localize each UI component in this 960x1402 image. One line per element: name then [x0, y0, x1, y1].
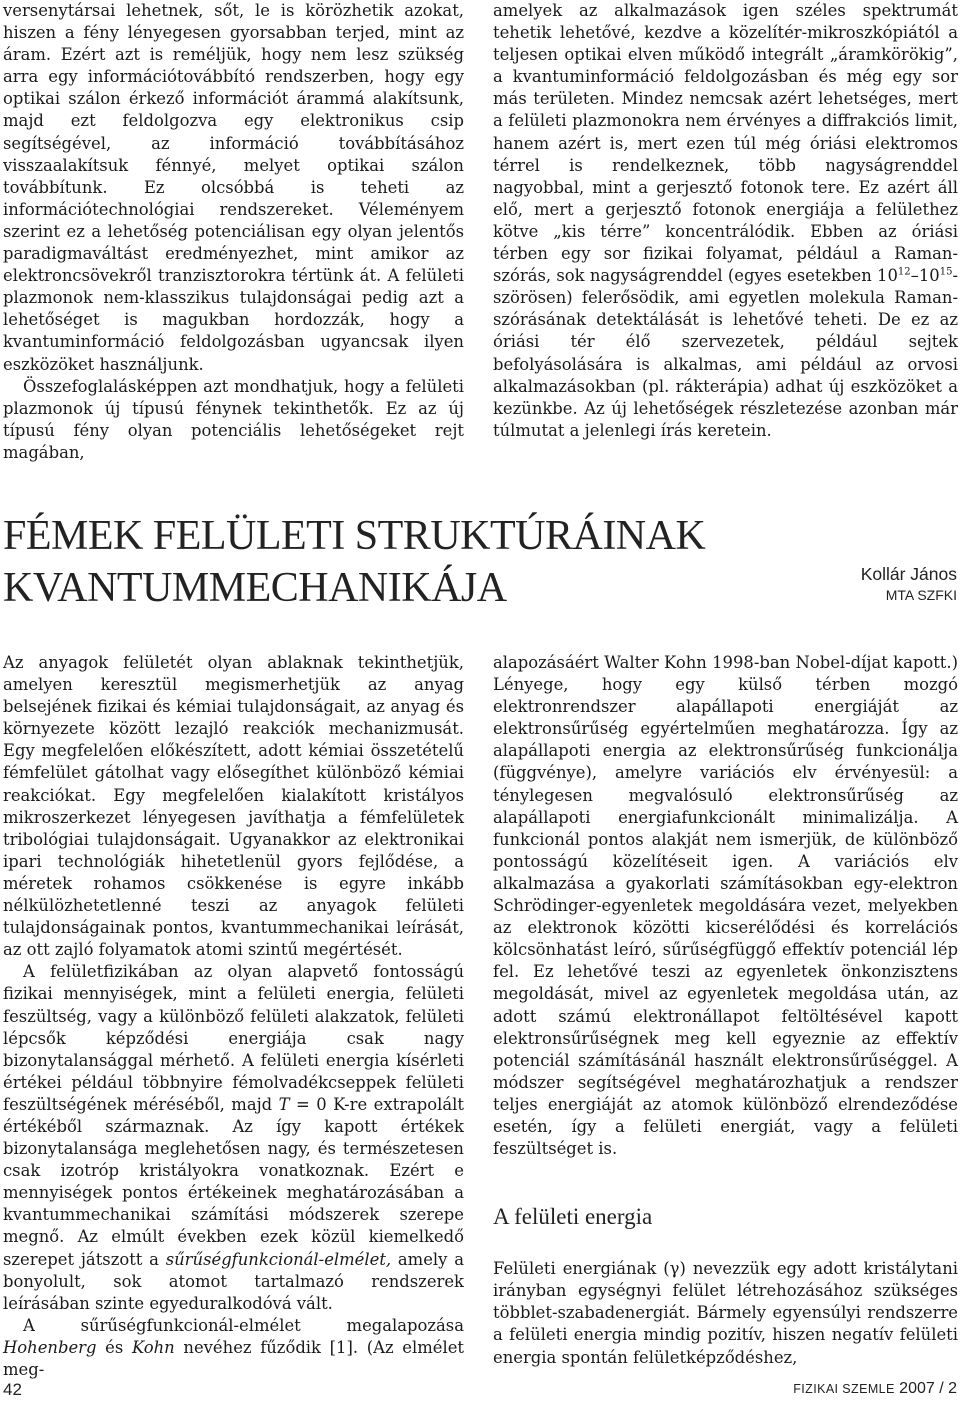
text-run: nevéhez fűződik [1]. (Az elmélet meg- [3, 1337, 464, 1379]
body-paragraph [493, 0, 958, 442]
author-name: Kollár János [860, 564, 957, 584]
variable-symbol: T [278, 1094, 290, 1114]
body-paragraph: alapozásáért Walter Kohn 1998-ban Nobel-díjat kapott.) Lényege, hogy egy külső térben mozgó elektronrendszer alapállapoti energiáját az elektronsűrűség egyértelműen meghatározza. Így az alapállapoti energia az elektronsűrűség funkcionálja (függvénye), amelyre variációs elv érvényesül: a ténylegesen megvalósuló elektronsűrűség az alapállapoti energiafunkcionált minimalizálja. A funkcionál pontos alakját nem ismerjük, de különböző pontosságú közelítéseit igen. A variációs elv alkalmazása a gyakorlati számításokban egy-elektron Schrödinger-egyenletek megoldására vezet, melyekben az elektronok közötti kicserélődési és korrelációs kölcsönhatást leíró, sűrűségfüggő effektív potenciál lép fel. Ez lehetővé teszi az egyenletek önkonzisztens megoldását, mivel az egyenletek megoldása után, az adott számú elektronállapot feltöltésével kapott elektronsűrűségnek meg kell egyeznie az effektív potenciál számításánál használt elektronsűrűséggel. A módszer segítségével meghatározhatjuk a rendszer teljes energiáját az atomok különböző elrendeződése esetén, így a felületi energiát, vagy a felületi feszültséget is. [493, 653, 958, 1159]
section-heading: A felületi energia [493, 1204, 653, 1230]
text-run: -szörösen) felerősödik, ami egyetlen molekula Raman-szórásának detektálását is lehetővé teheti. De ez az óriási tér élő szervezetek, például sejtek befolyásolására is alkalmas, ami például az orvosi alkalmazásokban (pl. rákterápia) adhat új eszközöket a kezünkbe. Az új lehetőségek részletezése azonban már túlmutat a jelenlegi írás keretein. [493, 266, 958, 440]
text-run: és [96, 1337, 132, 1357]
text-run: amelyek az alkalmazások igen széles spektrumát tehetik lehetővé, kezdve a közelítér-mikroszkópiától a teljesen optikai elven működő integrált „áramkörökig”, a kvantuminformáció feldolgozásban és még egy sor más területen. Mindez nemcsak azért lehetséges, mert a felületi plazmonokra nem érvényes a diffrakciós limit, hanem azért is, mert ezen túl még óriási elektromos térrel is rendelkeznek, több nagyságrenddel nagyobbal, mint a gerjesztő fotonok tere. Ez azért áll elő, mert a gerjesztő fotonok energiája a felülethez kötve „kis térre” koncentrálódik. Ebben az óriási térben egy sor fizikai folyamat, például a Raman-szórás, sok nagyságrenddel (egyes esetekben 10 [493, 1, 958, 286]
top-left-column [3, 0, 464, 464]
bottom-left-column [3, 652, 464, 1381]
body-paragraph [3, 961, 464, 1315]
journal-issue: 2007 / 2 [899, 1380, 957, 1397]
article-title: FÉMEK FELÜLETI STRUKTÚRÁINAK KVANTUMMECHANIKÁJA [3, 513, 706, 611]
page-number: 42 [3, 1380, 22, 1399]
text-run: –10 [910, 266, 940, 286]
text-run: amely a bonyolult, sok atomot tartalmazó rendszerek leírásában szinte egyeduralkodóvá vált. [3, 1249, 464, 1313]
exponent: 15 [939, 266, 953, 278]
body-paragraph [3, 1315, 464, 1381]
author-block [861, 563, 957, 605]
body-paragraph: Felületi energiának (γ) nevezzük egy adott kristálytani irányban egységnyi felület létrehozásához szükséges többlet-szabadenergiát. Bármely egyensúlyi rendszerre a felületi energia mindig pozitív, hiszen negatív felületi energia spontán felületképződéshez, [493, 1259, 958, 1367]
body-paragraph: versenytársai lehetnek, sőt, le is körözhetik azokat, hiszen a fény lényegesen gyorsabban terjed, mint az áram. Ezért azt is reméljük, hogy nem lesz szükség arra egy információtovábbító rendszerben, hogy egy optikai szálon érkező információt árammá alakítsunk, majd ezt feldolgozva egy elektronikus csip segítségével, az információ továbbításához visszaalakítsuk fénnyé, melyet optikai szálon továbbítunk. Ez olcsóbbá is teheti az információtechnológiai rendszereket. Véleményem szerint ez a lehetőség potenciálisan egy olyan jelentős paradigmaváltást eredményezhet, mint amikor az elektroncsövekről tranzisztorokra tértünk át. A felületi plazmonok nem-klasszikus tulajdonságai pedig azt a lehetőséget is magukban hordozzák, hogy a kvantuminformáció feldolgozásban ugyancsak ilyen eszközöket használjunk. [3, 1, 464, 374]
author-name-italic: Kohn [131, 1337, 175, 1357]
exponent: 12 [897, 266, 911, 278]
author-affiliation: MTA SZFKI [885, 587, 957, 603]
author-name-italic: Hohenberg [3, 1337, 97, 1357]
body-paragraph: Összefoglalásképpen azt mondhatjuk, hogy a felületi plazmonok új típusú fénynek tekinthetők. Ez az új típusú fény olyan potenciális lehetőségeket rejt magában, [3, 376, 464, 462]
emphasis-term: sűrűségfunkcionál-elmélet, [165, 1249, 392, 1269]
top-right-column [493, 0, 958, 442]
text-run: A sűrűségfunkcionál-elmélet megalapozása [23, 1315, 464, 1335]
bottom-right-column [493, 652, 958, 1369]
body-paragraph: Az anyagok felületét olyan ablaknak tekinthetjük, amelyen keresztül megismerhetjük az anyag belsejének fizikai és kémiai tulajdonságait, az anyag és környezete között lezajló reakciók mechanizmusát. Egy megfelelően előkészített, adott kémiai összetételű fémfelület gátolhat vagy elősegíthet különböző kémiai reakciókat. Egy megfelelően kialakított kristályos mikroszerkezet lényegesen javíthatja a fémfelületek tribológiai tulajdonságait. Ugyanakkor az elektronikai ipari technológiák hihetetlenül gyors fejlődése, a méretek rohamos csökkenése is egyre inkább nélkülözhetetlenné teszi az anyagok felületi tulajdonságainak pontos, kvantummechanikai leírását, az ott zajló folyamatok atomi szintű megértését. [3, 653, 464, 960]
text-run: = 0 K-re extrapolált értékéből származnak. Az így kapott értékek bizonytalansága meglehetősen nagy, és természetesen csak izotróp kristályokra vonatkoznak. Ezért e mennyiségek pontos értékeinek meghatározásában a kvantummechanikai számítási módszerek szerepe megnő. Az elmúlt években ezek közül kiemelkedő szerepet játszott a [3, 1094, 465, 1269]
journal-footer [793, 1380, 957, 1398]
text-run: A felületfizikában az olyan alapvető fontosságú fizikai mennyiségek, mint a felületi energia, felületi feszültség, vagy a különböző felületi alakzatok, felületi lépcsők képződési energiája csak nagy bizonytalansággal mérhető. A felületi energia kísérleti értékei például többnyire fémolvadékcseppek felületi feszültségének méréséből, majd [3, 962, 464, 1114]
journal-name: FIZIKAI SZEMLE [793, 1382, 895, 1396]
